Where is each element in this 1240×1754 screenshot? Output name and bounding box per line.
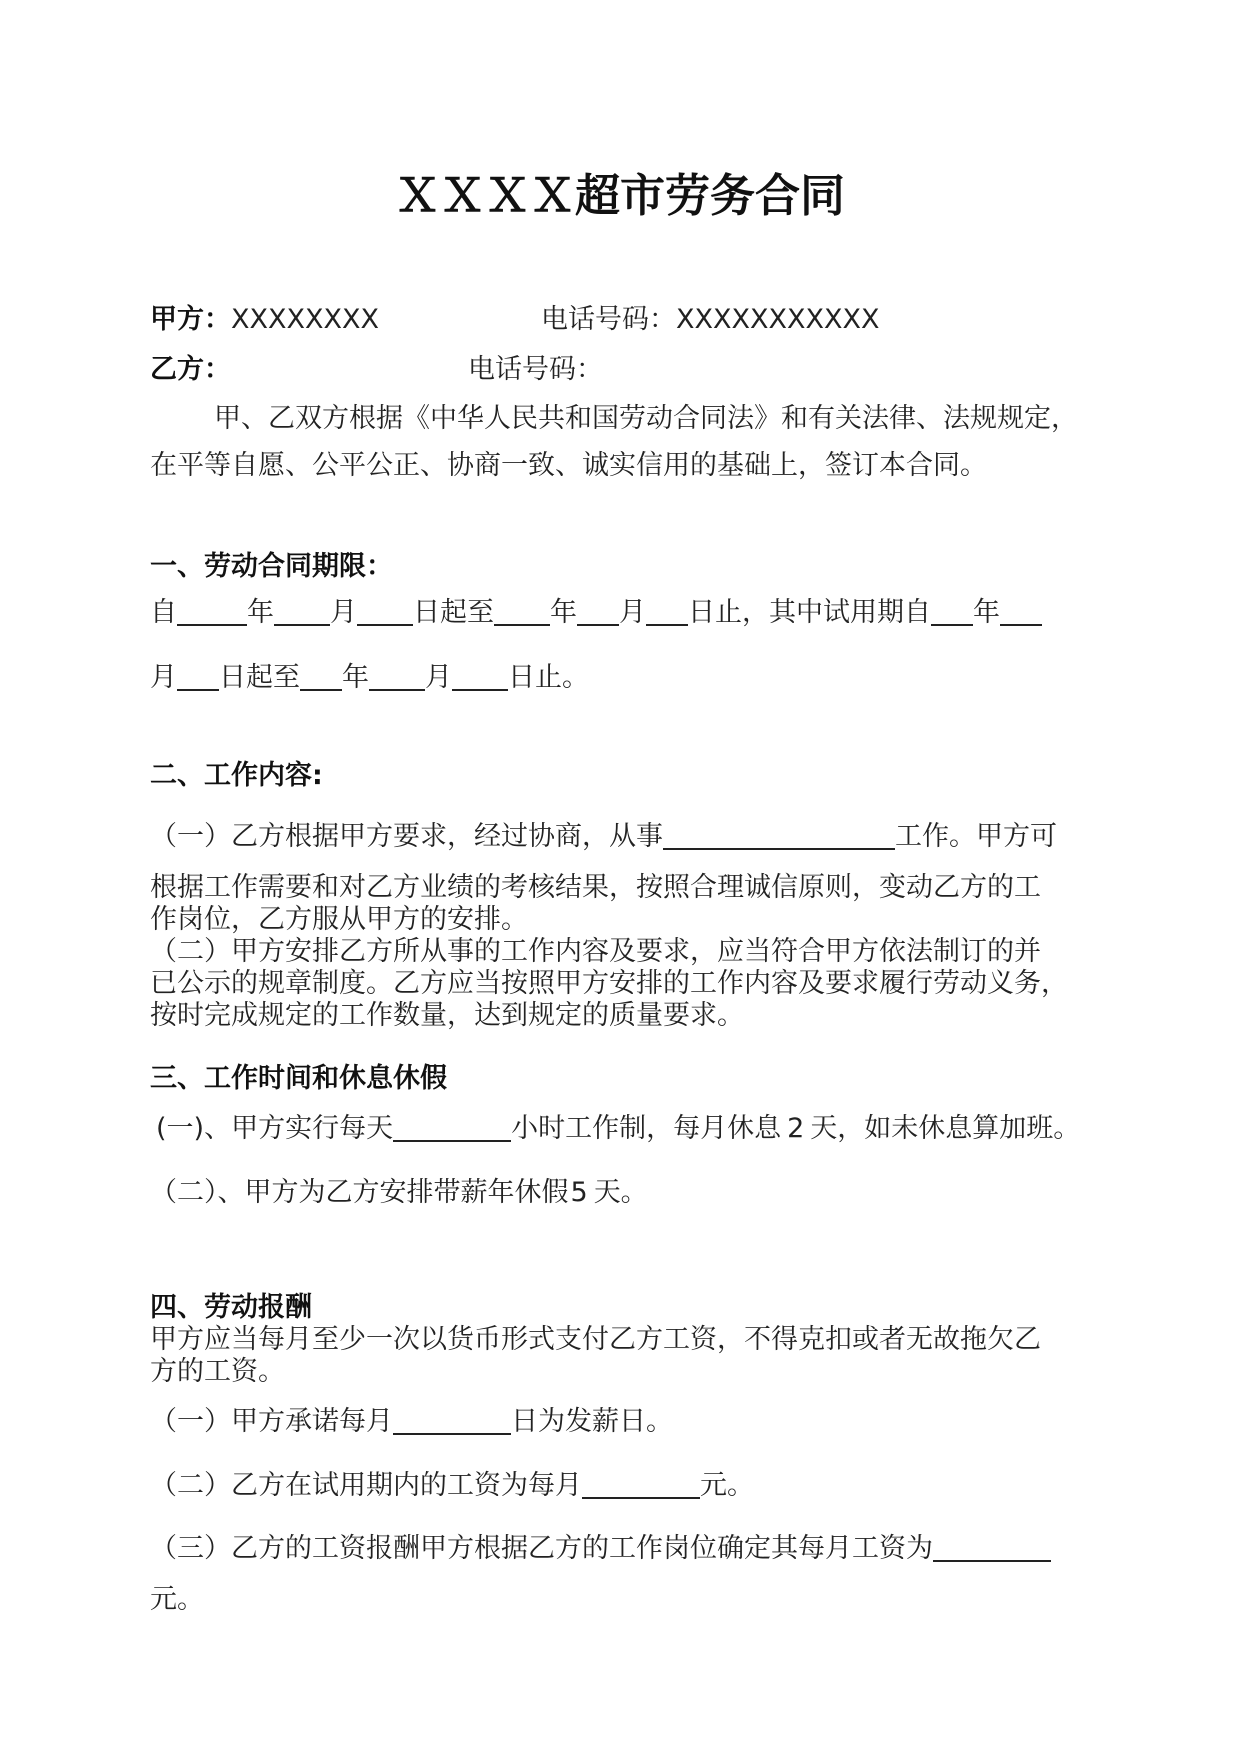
- hours-prefix: (一): [156, 1113, 205, 1144]
- hours-text: 小时工作制，每月休息: [511, 1113, 782, 1144]
- hours-text: 、甲方实行每天: [204, 1113, 394, 1144]
- term-text: 年: [342, 662, 369, 693]
- pay-intro-line-2: 方的工资。: [150, 1356, 285, 1387]
- party-b-phone-line: [468, 352, 603, 388]
- blank-field: [369, 659, 425, 691]
- work-item-2-line-2: 已公示的规章制度。乙方应当按照甲方安排的工作内容及要求履行劳动义务，: [150, 968, 1068, 999]
- pay-text: 元。: [700, 1470, 754, 1501]
- blank-field: [1000, 594, 1042, 626]
- work-text: 工作。甲方可: [895, 821, 1057, 852]
- blank-field: [393, 1110, 511, 1142]
- intro-line-2: 在平等自愿、公平公正、协商一致、诚实信用的基础上，签订本合同。: [150, 450, 987, 481]
- term-line-2: [150, 659, 589, 696]
- term-text: 月: [425, 662, 452, 693]
- document-title: ＸＸＸＸ超市劳务合同: [394, 169, 845, 222]
- leave-text: 天。: [593, 1177, 648, 1208]
- blank-field: [494, 594, 550, 626]
- party-a-phone-label: 电话号码：: [541, 304, 676, 335]
- term-text: 年: [973, 597, 1000, 628]
- blank-field: [931, 594, 973, 626]
- section-3-heading: 三、工作时间和休息休假: [150, 1063, 447, 1094]
- term-text: 年: [247, 597, 274, 628]
- work-item-1-line-3: 作岗位，乙方服从甲方的安排。: [150, 904, 528, 935]
- rest-days-value: 2: [787, 1113, 805, 1144]
- work-item-1-line-2: 根据工作需要和对乙方业绩的考核结果，按照合理诚信原则，变动乙方的工: [150, 872, 1041, 903]
- term-text: 自: [150, 597, 177, 628]
- work-item-1-line-1: [150, 818, 1057, 855]
- blank-field: [663, 818, 895, 850]
- party-a-value: XXXXXXXX: [231, 304, 379, 335]
- leave-line: [150, 1175, 648, 1211]
- blank-field: [274, 594, 330, 626]
- payday-line: [150, 1403, 673, 1440]
- term-text: 日起至: [413, 597, 494, 628]
- party-a-line: [150, 302, 379, 338]
- pay-text: （三）乙方的工资报酬甲方根据乙方的工作岗位确定其每月工资为: [150, 1533, 933, 1564]
- party-a-phone-value: XXXXXXXXXXX: [676, 304, 880, 335]
- term-text: 月: [619, 597, 646, 628]
- party-b-label: 乙方：: [150, 354, 231, 385]
- pay-text: （二）乙方在试用期内的工资为每月: [150, 1470, 582, 1501]
- term-text: 月: [330, 597, 357, 628]
- blank-field: [300, 659, 342, 691]
- blank-field: [177, 594, 247, 626]
- monthly-wage-line-2: 元。: [150, 1584, 204, 1615]
- term-text: 日止。: [508, 662, 589, 693]
- pay-text: 日为发薪日。: [511, 1406, 673, 1437]
- intro-line-1: 甲、乙双方根据《中华人民共和国劳动合同法》和有关法律、法规规定，: [214, 403, 1078, 434]
- blank-field: [646, 594, 688, 626]
- party-b-line: [150, 352, 231, 388]
- party-b-phone-label: 电话号码：: [468, 354, 603, 385]
- term-text: 日起至: [219, 662, 300, 693]
- work-item-2-line-1: （二）甲方安排乙方所从事的工作内容及要求，应当符合甲方依法制订的并: [150, 936, 1041, 967]
- pay-intro-line-1: 甲方应当每月至少一次以货币形式支付乙方工资，不得克扣或者无故拖欠乙: [150, 1324, 1041, 1355]
- section-1-heading: 一、劳动合同期限：: [150, 551, 393, 582]
- blank-field: [357, 594, 413, 626]
- term-text: 月: [150, 662, 177, 693]
- leave-text: （二）、甲方为乙方安排带薪年休假: [150, 1177, 569, 1208]
- blank-field: [452, 659, 508, 691]
- hours-line: [156, 1110, 1080, 1147]
- blank-field: [582, 1467, 700, 1499]
- term-text: 日止，其中试用期自: [688, 597, 931, 628]
- section-4-heading: 四、劳动报酬: [150, 1292, 312, 1323]
- probation-wage-line: [150, 1467, 754, 1504]
- pay-text: （一）甲方承诺每月: [150, 1406, 393, 1437]
- term-text: 年: [550, 597, 577, 628]
- party-a-label: 甲方：: [150, 304, 231, 335]
- blank-field: [577, 594, 619, 626]
- blank-field: [177, 659, 219, 691]
- section-2-heading: 二、工作内容:: [150, 760, 323, 791]
- work-text: （一）乙方根据甲方要求，经过协商，从事: [150, 821, 663, 852]
- work-item-2-line-3: 按时完成规定的工作数量，达到规定的质量要求。: [150, 1000, 744, 1031]
- blank-field: [933, 1530, 1051, 1562]
- leave-days-value: 5: [570, 1177, 588, 1208]
- blank-field: [393, 1403, 511, 1435]
- monthly-wage-line-1: [150, 1530, 1051, 1567]
- term-line-1: [150, 594, 1042, 631]
- hours-text: 天，如未休息算加班。: [810, 1113, 1081, 1144]
- party-a-phone-line: [541, 302, 879, 338]
